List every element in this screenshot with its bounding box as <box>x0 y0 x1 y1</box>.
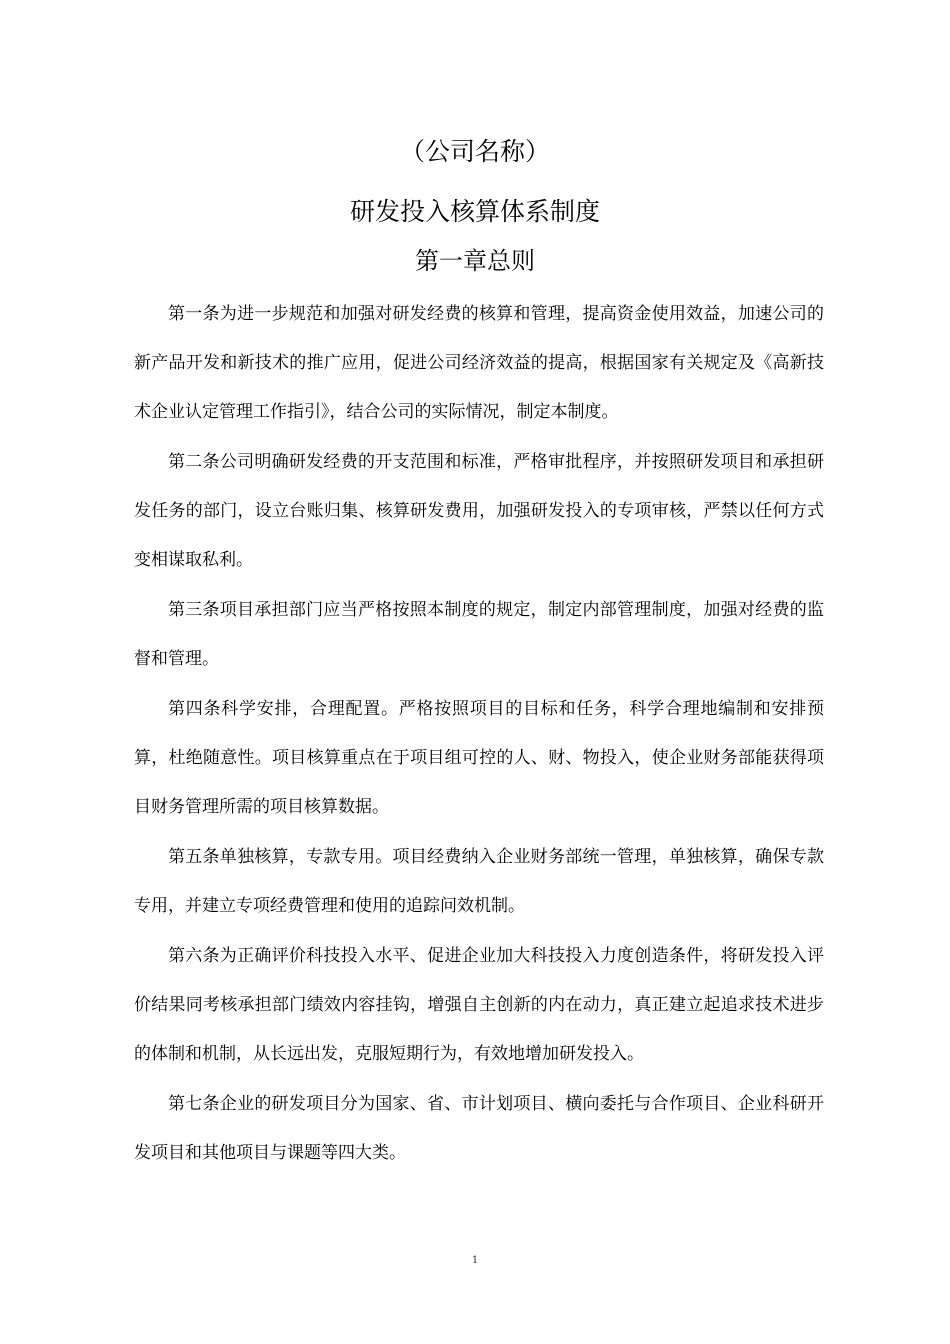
article-1: 第一条为进一步规范和加强对研发经费的核算和管理，提高资金使用效益，加速公司的新产品开发和新技术的推广应用，促进公司经济效益的提高，根据国家有关规定及《高新技术企业认定管理工作指引》，结合公司的实际情况，制定本制度。 <box>134 304 824 422</box>
company-name-heading: （公司名称） <box>399 137 550 166</box>
article-4: 第四条科学安排，合理配置。严格按照项目的目标和任务，科学合理地编制和安排预算，杜绝随意性。项目核算重点在于项目组可控的人、财、物投入，使企业财务部能获得项目财务管理所需的项目核算数据。 <box>134 699 824 817</box>
page-number: 1 <box>471 1255 479 1266</box>
article-3: 第三条项目承担部门应当严格按照本制度的规定，制定内部管理制度，加强对经费的监督和管理。 <box>134 600 824 669</box>
article-6: 第六条为正确评价科技投入水平、促进企业加大科技投入力度创造条件，将研发投入评价结果同考核承担部门绩效内容挂钩，增强自主创新的内在动力，真正建立起追求技术进步的体制和机制，从长远出发，克服短期行为，有效地增加研发投入。 <box>134 946 824 1064</box>
document-title: 研发投入核算体系制度 <box>349 197 600 226</box>
article-2: 第二条公司明确研发经费的开支范围和标准，严格审批程序，并按照研发项目和承担研发任务的部门，设立台账归集、核算研发费用，加强研发投入的专项审核，严禁以任何方式变相谋取私利。 <box>134 452 824 570</box>
article-5: 第五条单独核算，专款专用。项目经费纳入企业财务部统一管理，单独核算，确保专款专用，并建立专项经费管理和使用的追踪问效机制。 <box>134 847 824 916</box>
chapter-heading: 第一章总则 <box>415 247 535 275</box>
article-7: 第七条企业的研发项目分为国家、省、市计划项目、横向委托与合作项目、企业科研开发项目和其他项目与课题等四大类。 <box>134 1094 824 1163</box>
